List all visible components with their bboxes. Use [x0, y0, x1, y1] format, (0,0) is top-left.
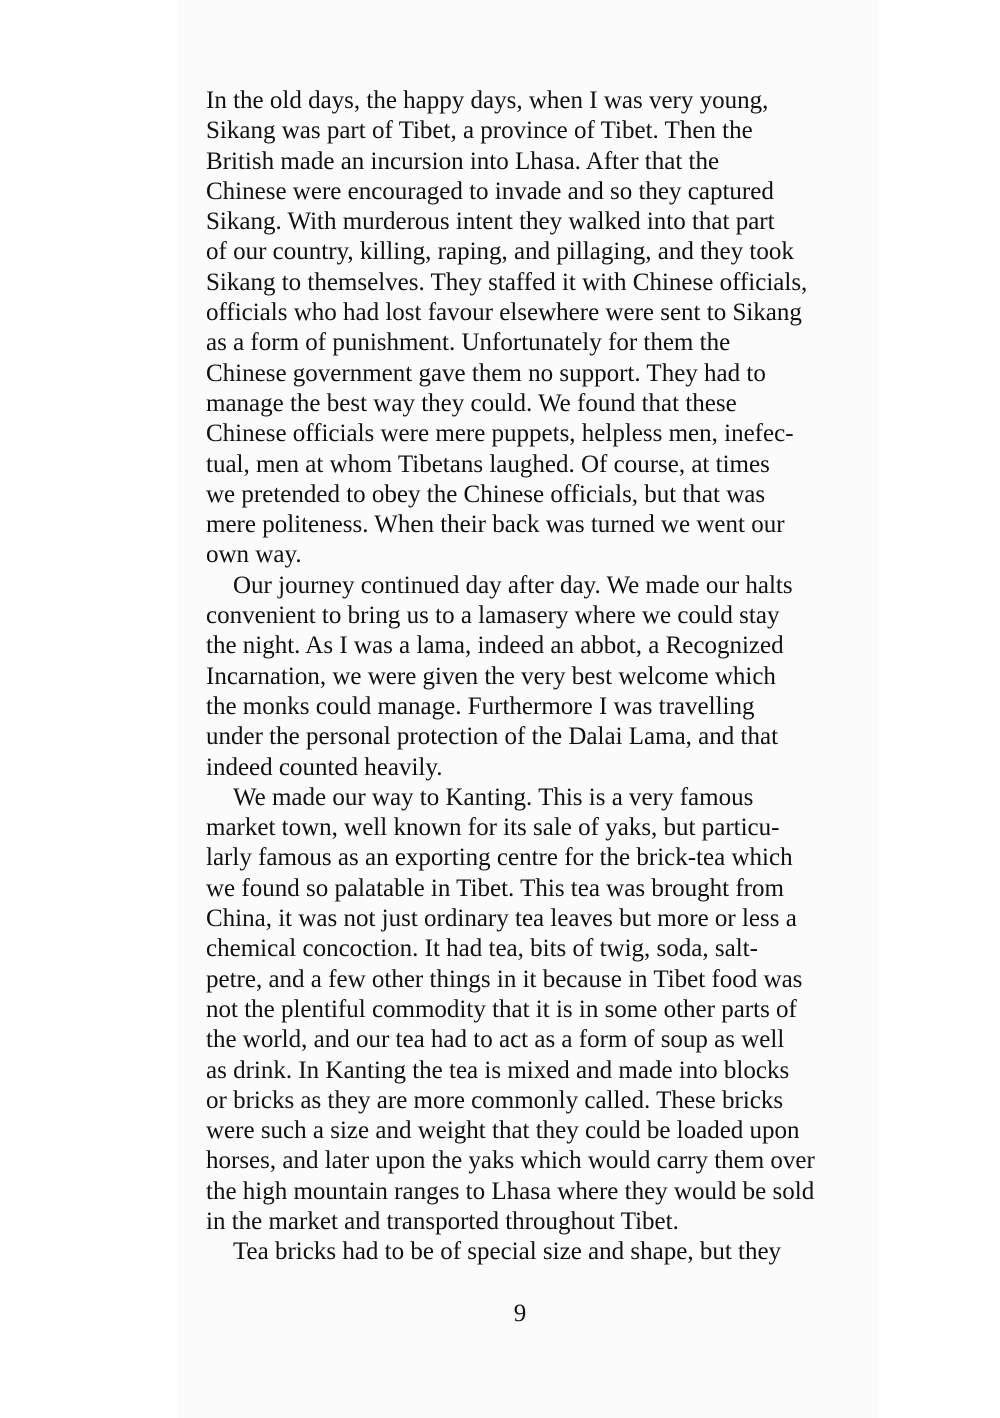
- text-line: of our country, killing, raping, and pillaging, and they took: [206, 238, 794, 266]
- paragraph-3: [206, 783, 866, 1237]
- text-line: manage the best way they could. We found that these: [206, 389, 737, 417]
- text-line: China, it was not just ordinary tea leaves but more or less a: [206, 905, 797, 933]
- text-line: officials who had lost favour elsewhere were sent to Sikang: [206, 299, 802, 327]
- text-line: British made an incursion into Lhasa. After that the: [206, 147, 720, 175]
- body-text: [206, 86, 866, 1268]
- text-line: Sikang. With murderous intent they walked into that part: [206, 208, 775, 236]
- text-line: Sikang was part of Tibet, a province of Tibet. Then the: [206, 117, 753, 145]
- text-line: Tea bricks had to be of special size and shape, but they: [233, 1238, 782, 1266]
- text-line: the monks could manage. Furthermore I was travelling: [206, 692, 755, 720]
- text-line: chemical concoction. It had tea, bits of twig, soda, salt-: [206, 935, 758, 963]
- text-line: Our journey continued day after day. We made our halts: [233, 571, 793, 599]
- text-line: in the market and transported throughout Tibet.: [206, 1207, 679, 1235]
- text-line: market town, well known for its sale of yaks, but particu-: [206, 814, 780, 842]
- text-line: In the old days, the happy days, when I was very young,: [206, 87, 769, 114]
- text-line: not the plentiful commodity that it is in some other parts of: [206, 995, 797, 1023]
- paragraph-1: [206, 86, 866, 571]
- text-line: larly famous as an exporting centre for the brick-tea which: [206, 844, 793, 872]
- text-line: Chinese officials were mere puppets, helpless men, inefec-: [206, 420, 794, 448]
- text-line: tual, men at whom Tibetans laughed. Of course, at times: [206, 450, 770, 478]
- text-line: Chinese were encouraged to invade and so they captured: [206, 177, 774, 205]
- text-line: indeed counted heavily.: [206, 753, 443, 781]
- text-line: as a form of punishment. Unfortunately for them the: [206, 329, 731, 357]
- text-line: Chinese government gave them no support. They had to: [206, 359, 766, 387]
- text-line: we pretended to obey the Chinese officials, but that was: [206, 480, 766, 508]
- page-number: 9: [513, 1300, 527, 1327]
- text-line: We made our way to Kanting. This is a very famous: [233, 783, 754, 811]
- text-line: we found so palatable in Tibet. This tea was brought from: [206, 874, 784, 902]
- text-line: under the personal protection of the Dalai Lama, and that: [206, 723, 779, 751]
- text-line: Incarnation, we were given the very best welcome which: [206, 662, 776, 690]
- text-line: petre, and a few other things in it because in Tibet food was: [206, 965, 803, 993]
- text-line: own way.: [206, 541, 302, 569]
- text-line: as drink. In Kanting the tea is mixed and made into blocks: [206, 1056, 790, 1084]
- text-line: the high mountain ranges to Lhasa where they would be sold: [206, 1177, 815, 1205]
- text-line: were such a size and weight that they could be loaded upon: [206, 1117, 800, 1145]
- text-line: Sikang to themselves. They staffed it with Chinese officials,: [206, 268, 808, 296]
- text-line: the night. As I was a lama, indeed an abbot, a Recognized: [206, 632, 784, 660]
- paragraph-2: [206, 571, 866, 783]
- text-line: convenient to bring us to a lamasery where we could stay: [206, 602, 780, 630]
- text-line: or bricks as they are more commonly called. These bricks: [206, 1086, 784, 1114]
- text-line: mere politeness. When their back was turned we went our: [206, 511, 785, 539]
- text-line: horses, and later upon the yaks which would carry them over: [206, 1147, 815, 1175]
- text-line: the world, and our tea had to act as a form of soup as well: [206, 1026, 785, 1054]
- paragraph-4: [206, 1237, 866, 1267]
